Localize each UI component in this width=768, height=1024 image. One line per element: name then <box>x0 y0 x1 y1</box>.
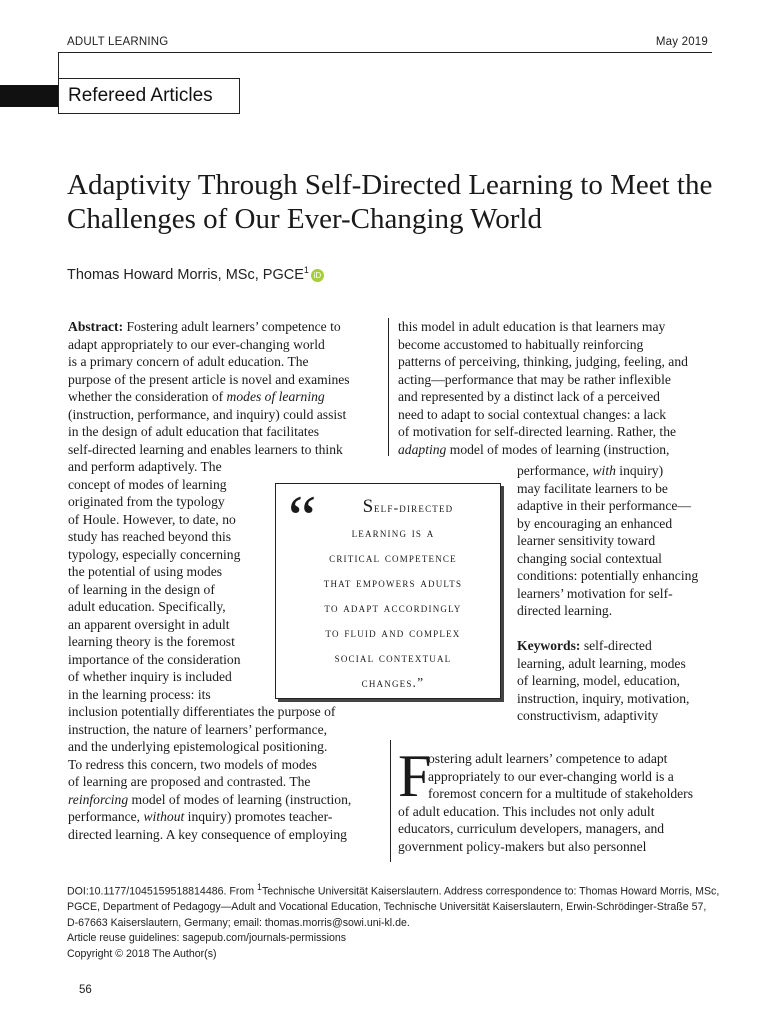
abstract-label: Abstract: <box>68 319 124 334</box>
column-divider <box>388 318 389 456</box>
abstract-line: whether the consideration of <box>68 389 227 404</box>
abstract-line: model of modes of learning (instruction, <box>128 791 352 807</box>
author-line <box>67 265 324 283</box>
abstract-line: inquiry) promotes teacher- <box>184 809 333 824</box>
abstract-emphasis: with <box>592 463 616 478</box>
keywords-line: self-directed <box>580 638 652 653</box>
footnote-line: Copyright © 2018 The Author(s) <box>67 947 217 960</box>
affiliation-mark: 1 <box>303 265 309 275</box>
abstract-line: adult education. Specifically, <box>68 599 226 614</box>
abstract-line: directed learning. A key consequence of employing <box>68 826 347 842</box>
article-footnote <box>67 880 719 962</box>
abstract-line: concept of modes of learning <box>68 476 227 492</box>
intro-line: appropriately to our ever-changing world is a <box>428 768 674 784</box>
abstract-line: by encouraging an enhanced <box>517 515 673 531</box>
intro-line: ostering adult learners’ competence to adapt <box>428 751 668 766</box>
abstract-line: may facilitate learners to be <box>517 480 668 496</box>
keywords-label: Keywords: <box>517 638 581 653</box>
pull-quote-line: to adapt accordingly <box>324 600 462 615</box>
abstract-right-narrow <box>517 462 698 620</box>
footnote-line: D-67663 Kaiserslautern, Germany; email: thomas.morris@sowi.uni-kl.de. <box>67 916 410 929</box>
article-title <box>67 168 727 236</box>
abstract-emphasis: without <box>143 809 185 824</box>
pull-quote-line: elf-directed <box>373 500 454 515</box>
abstract-line: of motivation for self-directed learning. Rather, the <box>398 424 677 439</box>
footnote-line: Technische Universität Kaiserslautern. Address correspondence to: Thomas Howard Morris, MSc, <box>261 885 720 898</box>
intro-line: foremost concern for a multitude of stakeholders <box>428 786 693 801</box>
abstract-line: performance, <box>517 463 593 478</box>
abstract-line: inquiry) <box>615 463 664 478</box>
keywords-line: of learning, model, education, <box>517 673 681 688</box>
abstract-line: of learning are proposed and contrasted. The <box>68 774 311 789</box>
abstract-line: importance of the consideration <box>68 651 241 667</box>
page-number: 56 <box>79 984 92 996</box>
keywords-line: learning, adult learning, modes <box>517 655 686 671</box>
footnote-line: PGCE, Department of Pedagogy—Adult and Vocational Education, Technische Universität Kaiserslautern, Erwin-Schrödinger-Straße 57, <box>67 901 707 914</box>
pull-quote-line: learning is a <box>351 525 435 540</box>
abstract-emphasis: adapting <box>398 441 447 457</box>
author-name: Thomas Howard Morris, MSc, PGCE <box>67 266 304 283</box>
intro-line: educators, curriculum developers, managers, and <box>398 821 665 836</box>
abstract-line: learners’ motivation for self- <box>517 585 673 601</box>
abstract-line: To redress this concern, two models of modes <box>68 756 317 772</box>
header-rule <box>58 52 712 53</box>
pull-quote-line: to fluid and complex <box>325 625 461 640</box>
title-line: Challenges of Our Ever-Changing World <box>67 203 542 235</box>
pull-quote-line: social contextual <box>334 650 452 665</box>
column-divider <box>390 740 391 862</box>
section-label: Refereed Articles <box>58 78 240 114</box>
abstract-line: conditions: potentially enhancing <box>517 568 699 583</box>
affiliation-mark: 1 <box>257 882 262 892</box>
abstract-line: need to adapt to social contextual changes: a lack <box>398 406 666 422</box>
abstract-line: in the design of adult education that facilitates <box>68 424 320 439</box>
abstract-line: model of modes of learning (instruction, <box>446 441 670 457</box>
drop-cap: F <box>398 743 432 809</box>
abstract-line: Fostering adult learners’ competence to <box>126 319 341 334</box>
intro-paragraph <box>398 743 693 855</box>
abstract-line: changing social contextual <box>517 550 662 566</box>
abstract-emphasis: reinforcing <box>68 791 129 807</box>
abstract-line: patterns of perceiving, thinking, judging, feeling, and <box>398 354 688 369</box>
abstract-line: of whether inquiry is included <box>68 669 232 684</box>
keywords-line: instruction, inquiry, motivation, <box>517 690 690 706</box>
title-line: Adaptivity Through Self-Directed Learning to Meet the <box>67 169 713 201</box>
intro-line: government policy-makers but also personnel <box>398 838 647 854</box>
abstract-line: the potential of using modes <box>68 564 223 579</box>
abstract-line: (instruction, performance, and inquiry) could assist <box>68 406 347 422</box>
abstract-line: purpose of the present article is novel and examines <box>68 371 350 387</box>
abstract-line: and perform adaptively. The <box>68 459 222 474</box>
intro-line: of adult education. This includes not only adult <box>398 803 655 819</box>
footnote-line: Article reuse guidelines: sagepub.com/journals-permissions <box>67 932 347 945</box>
pull-quote-line: changes.” <box>361 675 425 690</box>
abstract-line: of learning in the design of <box>68 581 215 597</box>
orcid-icon[interactable]: iD <box>311 269 324 282</box>
abstract-line: learner sensitivity toward <box>517 533 656 548</box>
abstract-line: learning theory is the foremost <box>68 634 235 649</box>
abstract-right-column <box>398 318 688 458</box>
pull-quote-box <box>275 483 501 699</box>
abstract-line: this model in adult education is that learners may <box>398 319 666 334</box>
issue-date: May 2019 <box>655 36 708 48</box>
abstract-line: originated from the typology <box>68 494 225 509</box>
pull-quote-line: that empowers adults <box>323 575 463 590</box>
abstract-line: in the learning process: its <box>68 686 211 702</box>
abstract-line: typology, especially concerning <box>68 546 241 562</box>
abstract-line: an apparent oversight in adult <box>68 616 230 632</box>
abstract-line: instruction, the nature of learners’ performance, <box>68 721 328 737</box>
abstract-line: study has reached beyond this <box>68 529 232 544</box>
abstract-line: self-directed learning and enables learners to think <box>68 441 343 457</box>
abstract-line: directed learning. <box>517 603 613 618</box>
abstract-line: is a primary concern of adult education. The <box>68 354 309 369</box>
abstract-line: adapt appropriately to our ever-changing world <box>68 336 325 352</box>
header-vertical-rule <box>58 52 59 78</box>
abstract-line: inclusion potentially differentiates the purpose of <box>68 704 336 719</box>
section-marker-bar <box>0 85 58 107</box>
footnote-line: DOI:10.1177/1045159518814486. From <box>67 885 258 898</box>
keywords-line: constructivism, adaptivity <box>517 708 659 723</box>
pull-quote-line: critical competence <box>329 550 457 565</box>
journal-name: ADULT LEARNING <box>67 36 169 48</box>
abstract-line: of Houle. However, to date, no <box>68 511 236 527</box>
pull-quote-text <box>290 494 496 695</box>
abstract-line: and the underlying epistemological positioning. <box>68 739 328 754</box>
abstract-line: and represented by a distinct lack of a perceived <box>398 389 660 404</box>
pull-quote-initial: S <box>362 496 374 517</box>
abstract-line: adaptive in their performance— <box>517 498 691 513</box>
abstract-line: acting—performance that may be rather inflexible <box>398 371 671 387</box>
abstract-line: performance, <box>68 809 144 824</box>
quote-mark-icon: “ <box>288 482 317 553</box>
abstract-line: become accustomed to habitually reinforcing <box>398 336 644 352</box>
abstract-emphasis: modes of learning <box>226 389 325 404</box>
keywords-block <box>517 637 689 725</box>
